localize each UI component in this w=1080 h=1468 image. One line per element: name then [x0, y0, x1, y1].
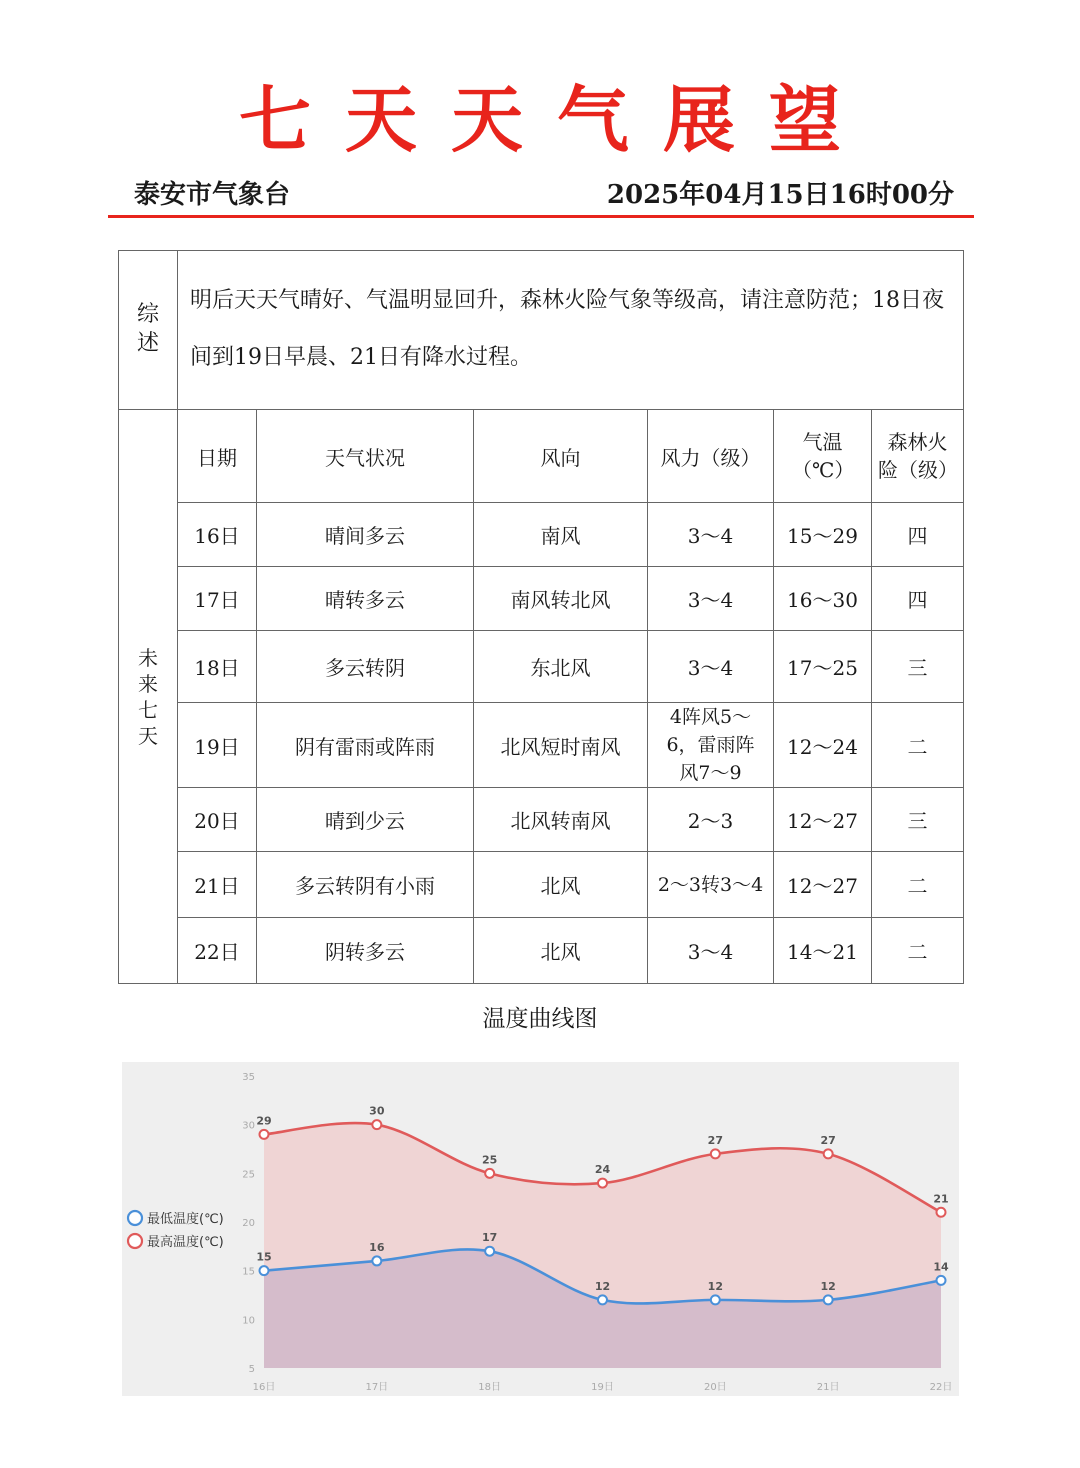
col-wind-dir: 风向	[474, 410, 648, 503]
table-row	[119, 503, 964, 567]
row-wind-force: 3～4	[648, 503, 774, 567]
row-temp: 12～27	[774, 852, 872, 918]
data-point	[598, 1295, 607, 1304]
row-wind-force: 2～3转3～4	[648, 852, 774, 918]
data-point	[372, 1120, 381, 1129]
x-tick-label: 17日	[365, 1382, 389, 1393]
forecast-label-text: 未来七天	[138, 645, 158, 748]
data-point	[260, 1130, 269, 1139]
x-tick-label: 19日	[591, 1382, 614, 1393]
row-wind-force: 3～4	[648, 567, 774, 631]
page-title: 七天天气展望	[238, 77, 875, 162]
data-label: 29	[256, 1114, 272, 1128]
row-weather: 晴到少云	[257, 788, 474, 852]
temperature-chart-svg	[122, 1062, 959, 1396]
row-temp: 16～30	[774, 567, 872, 631]
data-label: 27	[707, 1133, 723, 1147]
row-weather: 阴有雷雨或阵雨	[257, 703, 474, 788]
row-weather: 阴转多云	[257, 918, 474, 984]
data-label: 14	[933, 1260, 949, 1274]
x-tick-label: 20日	[703, 1382, 727, 1393]
data-point	[711, 1295, 720, 1304]
row-temp: 14～21	[774, 918, 872, 984]
header-divider	[108, 215, 974, 218]
table-row	[119, 788, 964, 852]
row-wind-force: 3～4	[648, 631, 774, 703]
issue-time: 2025年04月15日16时00分	[606, 180, 954, 210]
table-row	[119, 567, 964, 631]
row-fire: 三	[872, 631, 964, 703]
x-tick-label: 21日	[816, 1382, 840, 1393]
x-tick-label: 18日	[478, 1382, 502, 1393]
row-fire: 二	[872, 852, 964, 918]
y-tick-label: 20	[242, 1218, 255, 1229]
y-tick-label: 15	[242, 1266, 255, 1278]
legend-label: 最低温度(℃)	[147, 1212, 224, 1227]
legend-marker	[128, 1234, 142, 1248]
data-point	[598, 1179, 607, 1188]
data-point	[824, 1295, 833, 1304]
col-temp: 气温（℃）	[774, 410, 872, 503]
data-point	[937, 1276, 946, 1285]
col-weather: 天气状况	[257, 410, 474, 503]
data-label: 24	[594, 1163, 611, 1177]
y-tick-label: 5	[248, 1364, 255, 1375]
data-label: 12	[820, 1279, 836, 1293]
row-wind-dir: 北风	[474, 852, 648, 918]
data-label: 30	[369, 1104, 385, 1118]
summary-label-text: 综述	[136, 302, 159, 356]
row-wind-dir: 南风转北风	[474, 567, 648, 631]
chart-title: 温度曲线图	[482, 1006, 598, 1032]
table-row	[119, 631, 964, 703]
summary-label	[119, 251, 178, 410]
row-wind-force: 4阵风5～6，雷雨阵风7～9	[648, 703, 774, 788]
row-wind-dir: 东北风	[474, 631, 648, 703]
table-row	[119, 852, 964, 918]
data-point	[260, 1266, 269, 1275]
data-label: 12	[594, 1279, 611, 1293]
data-point	[711, 1149, 720, 1158]
row-wind-force: 3～4	[648, 918, 774, 984]
y-tick-label: 10	[242, 1315, 255, 1327]
data-label: 21	[933, 1192, 949, 1206]
data-point	[485, 1247, 494, 1256]
summary-text: 明后天天气晴好、气温明显回升，森林火险气象等级高，请注意防范；18日夜间到19日早晨、21日有降水过程。	[178, 251, 964, 410]
table-row	[119, 703, 964, 788]
row-wind-dir: 南风	[474, 503, 648, 567]
row-weather: 多云转阴有小雨	[257, 852, 474, 918]
row-date: 22日	[178, 918, 257, 984]
data-point	[372, 1256, 381, 1265]
row-temp: 12～24	[774, 703, 872, 788]
data-label: 12	[707, 1279, 723, 1293]
data-point	[485, 1169, 494, 1178]
row-date: 18日	[178, 631, 257, 703]
row-date: 21日	[178, 852, 257, 918]
y-tick-label: 25	[242, 1169, 255, 1181]
row-date: 16日	[178, 503, 257, 567]
table-row	[119, 918, 964, 984]
row-temp: 12～27	[774, 788, 872, 852]
forecast-table	[118, 250, 964, 984]
data-label: 17	[482, 1231, 498, 1245]
row-date: 17日	[178, 567, 257, 631]
data-point	[824, 1149, 833, 1158]
row-fire: 四	[872, 503, 964, 567]
col-wind-force: 风力（级）	[648, 410, 774, 503]
row-fire: 四	[872, 567, 964, 631]
y-tick-label: 30	[242, 1120, 255, 1132]
y-tick-label: 35	[242, 1072, 255, 1083]
row-weather: 晴转多云	[257, 567, 474, 631]
organization: 泰安市气象台	[134, 180, 291, 210]
data-label: 15	[256, 1250, 272, 1264]
row-weather: 多云转阴	[257, 631, 474, 703]
row-fire: 二	[872, 918, 964, 984]
row-wind-force: 2～3	[648, 788, 774, 852]
row-weather: 晴间多云	[257, 503, 474, 567]
row-date: 19日	[178, 703, 257, 788]
temperature-chart	[122, 1062, 959, 1396]
x-tick-label: 22日	[929, 1382, 953, 1393]
data-point	[937, 1208, 946, 1217]
row-temp: 15～29	[774, 503, 872, 567]
x-tick-label: 16日	[252, 1382, 276, 1393]
row-wind-dir: 北风短时南风	[474, 703, 648, 788]
row-fire: 二	[872, 703, 964, 788]
col-date: 日期	[178, 410, 257, 503]
row-date: 20日	[178, 788, 257, 852]
col-fire: 森林火险（级）	[872, 410, 964, 503]
row-fire: 三	[872, 788, 964, 852]
data-label: 16	[369, 1240, 385, 1254]
data-label: 25	[482, 1153, 498, 1167]
legend-marker	[128, 1211, 142, 1225]
row-temp: 17～25	[774, 631, 872, 703]
forecast-label	[119, 410, 178, 984]
row-wind-dir: 北风转南风	[474, 788, 648, 852]
row-wind-dir: 北风	[474, 918, 648, 984]
data-label: 27	[820, 1133, 836, 1147]
legend-label: 最高温度(℃)	[147, 1235, 224, 1250]
